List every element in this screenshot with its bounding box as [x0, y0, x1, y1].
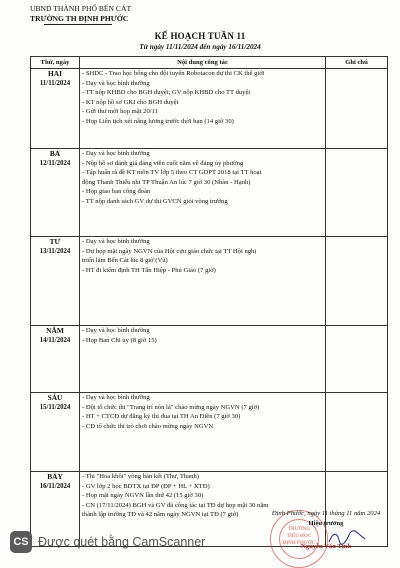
task-line: - HT + CTCĐ dự đăng ký thi đua tại TH An Điền (7 giờ 30) — [82, 413, 241, 421]
task-line: - KT nộp hồ sơ GKI cho BGH duyệt — [82, 98, 179, 106]
task-line: - Dạy và học bình thường — [82, 238, 150, 245]
table-header-row — [31, 57, 388, 69]
camscanner-text: Được quét bằng CamScanner — [38, 535, 206, 549]
task-line: - Họp giao ban công đoàn — [82, 188, 151, 196]
task-line: - Dạy và học bình thường — [82, 327, 150, 334]
task-line: - Họp Liên tịch xét nâng lương trước thời hạn (14 giờ 30) — [82, 117, 234, 125]
task-line: - Dạy và học bình thường — [82, 79, 150, 87]
task-line: - Thi "Hoa khôi" vòng bán kết (Thư, Thanh) — [82, 473, 199, 480]
content-cell — [80, 393, 326, 472]
column-header-notes: Ghi chú — [326, 57, 388, 69]
weekday-name: HAI — [48, 69, 62, 78]
task-line: - CN (17/11/2024) BGH và GV đã công tác tại TĐ dự họp mặt 30 năm — [82, 501, 269, 509]
signer-role: Hiệu trưởng — [308, 520, 344, 527]
task-line: động Thanh Thiếu nhi TP Thuận An lúc 7 giờ 30 (Nhàn - Hạnh) — [82, 178, 251, 186]
weekday-date: 13/11/2024 — [39, 248, 71, 255]
camscanner-watermark — [10, 531, 205, 553]
task-line: - CĐ tổ chức thi trò chơi chào mừng ngày NGVN — [82, 422, 214, 430]
task-line: - TT nộp danh sách GV dự thi GVCN giỏi vòng trường — [82, 197, 228, 205]
place-and-date: Định Phước, ngày 11 tháng 11 năm 2024 — [271, 510, 381, 517]
task-line: - Dự họp mặt ngày NGVN của Hội cựu giáo chức tại TT Hội nghị — [82, 247, 257, 255]
task-line: - Gửi thư mời họp mặt 20/11 — [82, 108, 158, 116]
table-row — [31, 237, 388, 326]
signature-block — [255, 509, 397, 552]
column-header-day: Thứ, ngày — [31, 57, 80, 69]
school-seal: TRƯỜNG TIỂU HỌC ĐỊNH PHƯỚC — [270, 510, 328, 568]
day-cell — [31, 69, 80, 149]
weekday-date: 12/11/2024 — [39, 160, 71, 167]
weekday-date: 14/11/2024 — [39, 337, 71, 344]
document-title: KẾ HOẠCH TUẦN 11 — [154, 31, 246, 41]
weekday-name: NĂM — [46, 326, 64, 335]
org-underline — [44, 24, 112, 25]
table-row — [31, 149, 388, 237]
day-cell — [31, 393, 80, 472]
table-row — [31, 326, 388, 393]
signer-name: Nguyễn Văn Tịnh — [301, 543, 351, 550]
day-cell — [31, 237, 80, 326]
org-city: UBND THÀNH PHỐ BẾN CÁT — [30, 4, 132, 13]
issuing-organization — [30, 4, 131, 25]
weekday-name: SÁU — [47, 393, 63, 402]
task-line: thành lập trường TĐ và 42 năm ngày NGVN tại TĐ (7 giờ) — [82, 511, 239, 519]
day-cell — [31, 326, 80, 393]
task-line: - Họp Ban Chi ủy (8 giờ 15) — [82, 336, 157, 344]
weekday-name: BA — [49, 149, 61, 158]
content-cell — [80, 149, 326, 237]
handwritten-signature — [327, 530, 367, 546]
task-line: - HT đi kiểm định TH Tân Hiệp - Phú Giáo (7 giờ) — [82, 266, 216, 274]
content-cell — [80, 237, 326, 326]
table-row — [31, 69, 388, 149]
org-school: TRƯỜNG TH ĐỊNH PHƯỚC — [30, 13, 129, 23]
notes-cell — [326, 393, 388, 472]
weekday-name: BẢY — [47, 472, 63, 481]
task-line: - Nộp hồ sơ đánh giá đảng viên cuối năm về đảng ủy phường — [82, 159, 244, 167]
task-line: - Đội tổ chức thi "Trang trí nón lá" chào mừng ngày NGVN (7 giờ) — [82, 403, 260, 411]
task-line: - SHDC - Trao học bổng cho đội tuyển Robotacon dự thi CK thế giới — [82, 70, 265, 77]
task-line: - TT nộp KHBD cho BGH duyệt; GV nộp KHBD cho TT duyệt — [82, 89, 251, 97]
date-range: Từ ngày 11/11/2024 đến ngày 16/11/2024 — [139, 43, 261, 51]
notes-cell — [326, 69, 388, 149]
content-cell — [80, 69, 326, 149]
notes-cell — [326, 149, 388, 237]
weekday-date: 15/11/2024 — [39, 404, 71, 411]
content-cell — [80, 326, 326, 393]
notes-cell — [326, 237, 388, 326]
task-line: - Dạy và học bình thường — [82, 394, 150, 401]
task-line: - GV lớp 2 học BDTX tại ĐP (ĐP + HL + XTĐ) — [82, 482, 210, 490]
column-header-content: Nội dung công tác — [80, 57, 326, 69]
task-line: - Tập huấn rà đề KT môn TV lớp 5 theo CT GDPT 2018 tại TT hoạt — [82, 169, 262, 177]
camscanner-logo-icon: CS — [10, 531, 32, 553]
table-row — [31, 393, 388, 472]
task-line: triển lãm Bến Cát lúc 8 giờ (Vũ) — [82, 257, 168, 265]
weekly-plan-table — [30, 56, 388, 547]
weekday-name: TƯ — [49, 237, 61, 246]
weekday-date: 11/11/2024 — [39, 80, 71, 87]
day-cell — [31, 149, 80, 237]
notes-cell — [326, 326, 388, 393]
task-line: - Dạy và học bình thường — [82, 150, 150, 157]
weekday-date: 16/11/2024 — [39, 483, 71, 490]
task-line: - Họp mặt ngày NGVN lần thứ 42 (15 giờ 30) — [82, 492, 204, 500]
